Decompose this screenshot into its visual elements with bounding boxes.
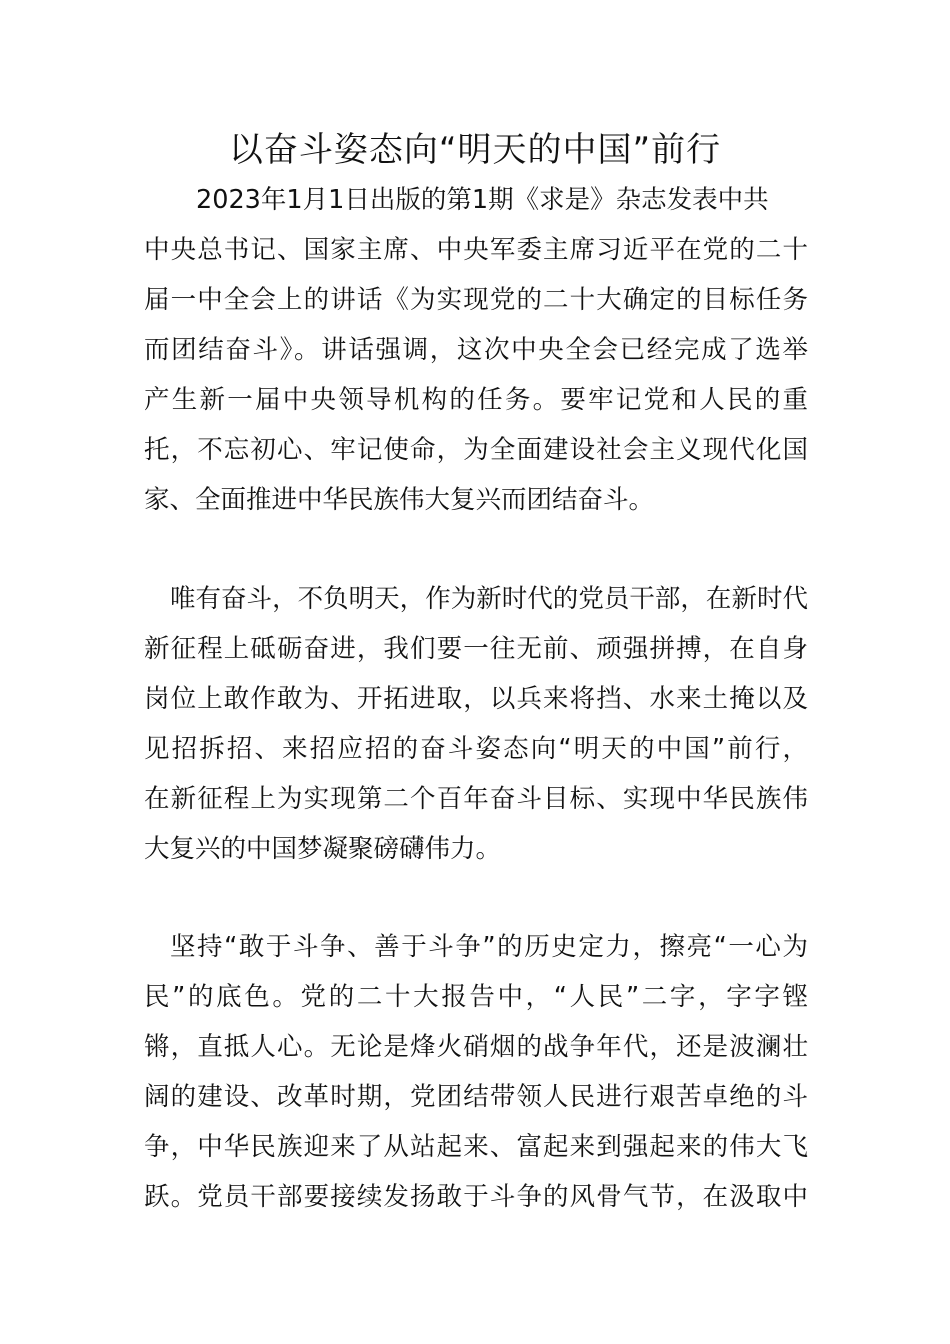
paragraph-2-line-3: 岗位上敢作敢为、开拓进取，以兵来将挡、水来土掩以及 [144, 684, 808, 714]
paragraph-3-line-6: 跃。党员干部要接续发扬敢于斗争的风骨气节，在汲取中 [144, 1182, 808, 1212]
paragraph-3-line-3: 锵，直抵人心。无论是烽火硝烟的战争年代，还是波澜壮 [144, 1032, 808, 1062]
paragraph-1-line-4: 而团结奋斗》。讲话强调，这次中央全会已经完成了选举 [144, 335, 808, 365]
paragraph-3-line-1: 坚持“敢于斗争、善于斗争”的历史定力，擦亮“一心为 [170, 932, 808, 962]
paragraph-2-line-5: 在新征程上为实现第二个百年奋斗目标、实现中华民族伟 [144, 784, 808, 814]
paragraph-1-line-2: 中央总书记、国家主席、中央军委主席习近平在党的二十 [144, 235, 808, 265]
document-title: 以奋斗姿态向“明天的中国”前行 [228, 130, 722, 170]
paragraph-1-line-3: 届一中全会上的讲话《为实现党的二十大确定的目标任务 [144, 285, 808, 315]
paragraph-2-line-2: 新征程上砥砺奋进，我们要一往无前、顽强拼搏，在自身 [144, 634, 808, 664]
paragraph-2-line-1: 唯有奋斗，不负明天，作为新时代的党员干部，在新时代 [170, 584, 808, 614]
paragraph-1-line-5: 产生新一届中央领导机构的任务。要牢记党和人民的重 [144, 385, 808, 415]
paragraph-2-line-4: 见招拆招、来招应招的奋斗姿态向“明天的中国”前行， [144, 734, 808, 764]
paragraph-1-line-6: 托，不忘初心、牢记使命，为全面建设社会主义现代化国 [144, 435, 808, 465]
paragraph-1-line-7: 家、全面推进中华民族伟大复兴而团结奋斗。 [144, 485, 655, 515]
paragraph-2-line-6: 大复兴的中国梦凝聚磅礴伟力。 [144, 834, 502, 864]
paragraph-1-line-1: 2023年1月1日出版的第1期《求是》杂志发表中共 [196, 185, 769, 215]
paragraph-3-line-2: 民”的底色。党的二十大报告中，“人民”二字，字字铿 [144, 982, 808, 1012]
paragraph-3-line-4: 阔的建设、改革时期，党团结带领人民进行艰苦卓绝的斗 [144, 1082, 808, 1112]
paragraph-3-line-5: 争，中华民族迎来了从站起来、富起来到强起来的伟大飞 [144, 1132, 808, 1162]
